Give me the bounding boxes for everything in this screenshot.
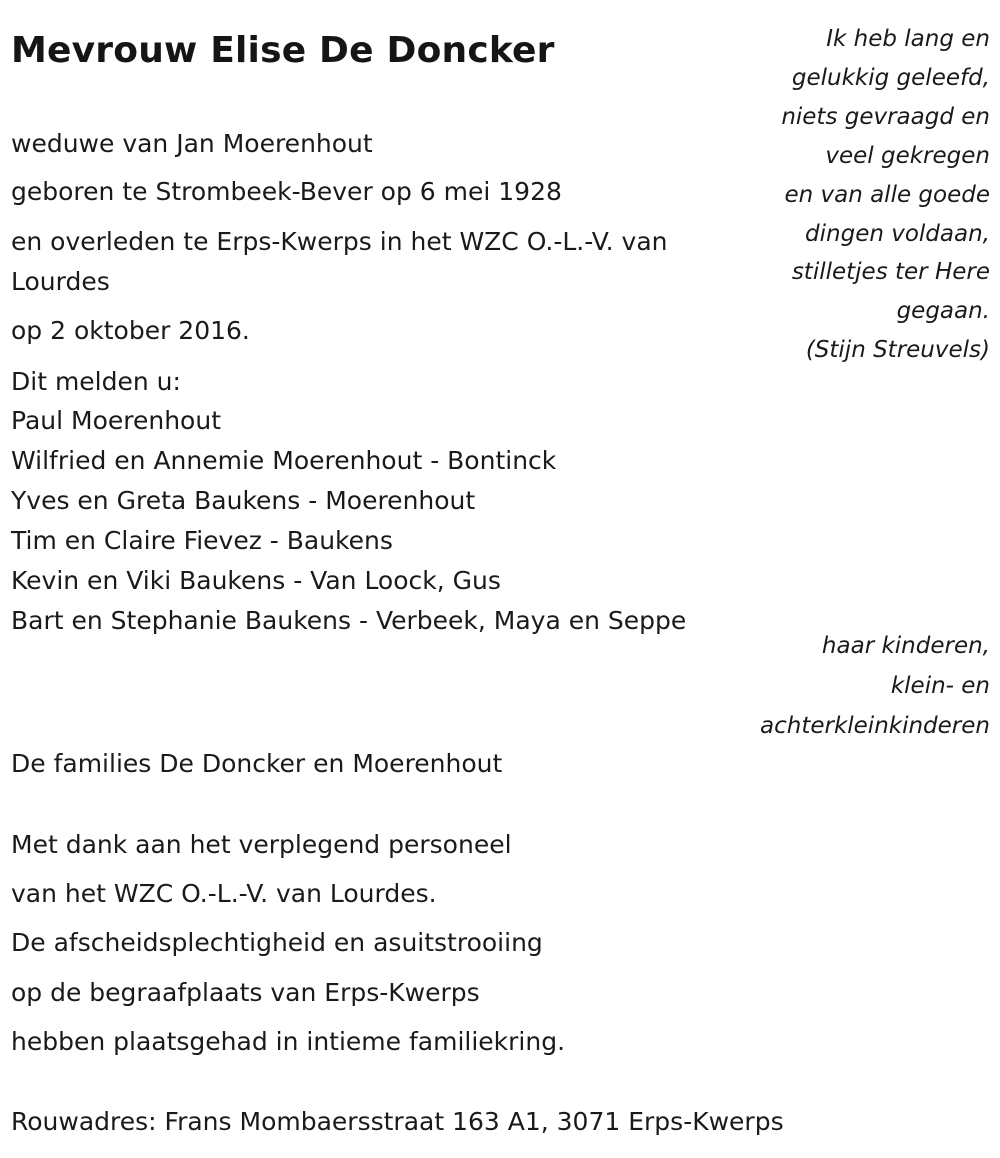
ceremony-line: hebben plaatsgehad in intieme familiekring. [11,1027,566,1056]
quote-author: (Stijn Streuvels) [805,337,990,364]
ceremony-line: op de begraafplaats van Erps-Kwerps [11,978,480,1007]
relation-line: achterkleinkinderen [760,713,990,739]
mourning-address: Rouwadres: Frans Mombaersstraat 163 A1, 3071 Erps-Kwerps [11,1107,784,1136]
quote-line: veel gekregen [825,142,990,169]
announcer-line: Tim en Claire Fievez - Baukens [11,526,393,555]
birth-line: geboren te Strombeek-Bever op 6 mei 1928 [11,177,562,206]
ceremony-line: De afscheidsplechtigheid en asuitstrooiing [11,928,543,957]
announcer-line: Bart en Stephanie Baukens - Verbeek, Maya en Seppe [11,606,687,635]
announcer-line: Paul Moerenhout [11,406,221,435]
death-date-line: op 2 oktober 2016. [11,316,250,345]
relation-note [710,626,990,746]
announcer-line: Yves en Greta Baukens - Moerenhout [11,486,476,515]
poem-quote [750,20,990,370]
relation-line: haar kinderen, [821,633,990,659]
families-line: De families De Doncker en Moerenhout [11,749,503,778]
quote-line: en van alle goede [784,181,990,208]
announcer-line: Kevin en Viki Baukens - Van Loock, Gus [11,566,501,595]
quote-line: dingen voldaan, [805,220,990,247]
quote-line: gelukkig geleefd, [791,64,990,91]
deceased-name-title: Mevrouw Elise De Doncker [11,30,555,71]
announcers-heading: Dit melden u: [11,367,181,396]
announcer-line: Wilfried en Annemie Moerenhout - Bontinck [11,446,557,475]
quote-line: Ik heb lang en [826,26,990,52]
widow-of-line: weduwe van Jan Moerenhout [11,129,373,158]
quote-line: gegaan. [896,298,990,325]
quote-line: stilletjes ter Here [791,259,990,286]
death-place-line: en overleden te Erps-Kwerps in het WZC O.-L.-V. van Lourdes [11,227,668,296]
thanks-line: van het WZC O.-L.-V. van Lourdes. [11,879,437,908]
thanks-line: Met dank aan het verplegend personeel [11,830,512,859]
quote-line: niets gevraagd en [781,103,990,130]
relation-line: klein- en [890,673,990,699]
